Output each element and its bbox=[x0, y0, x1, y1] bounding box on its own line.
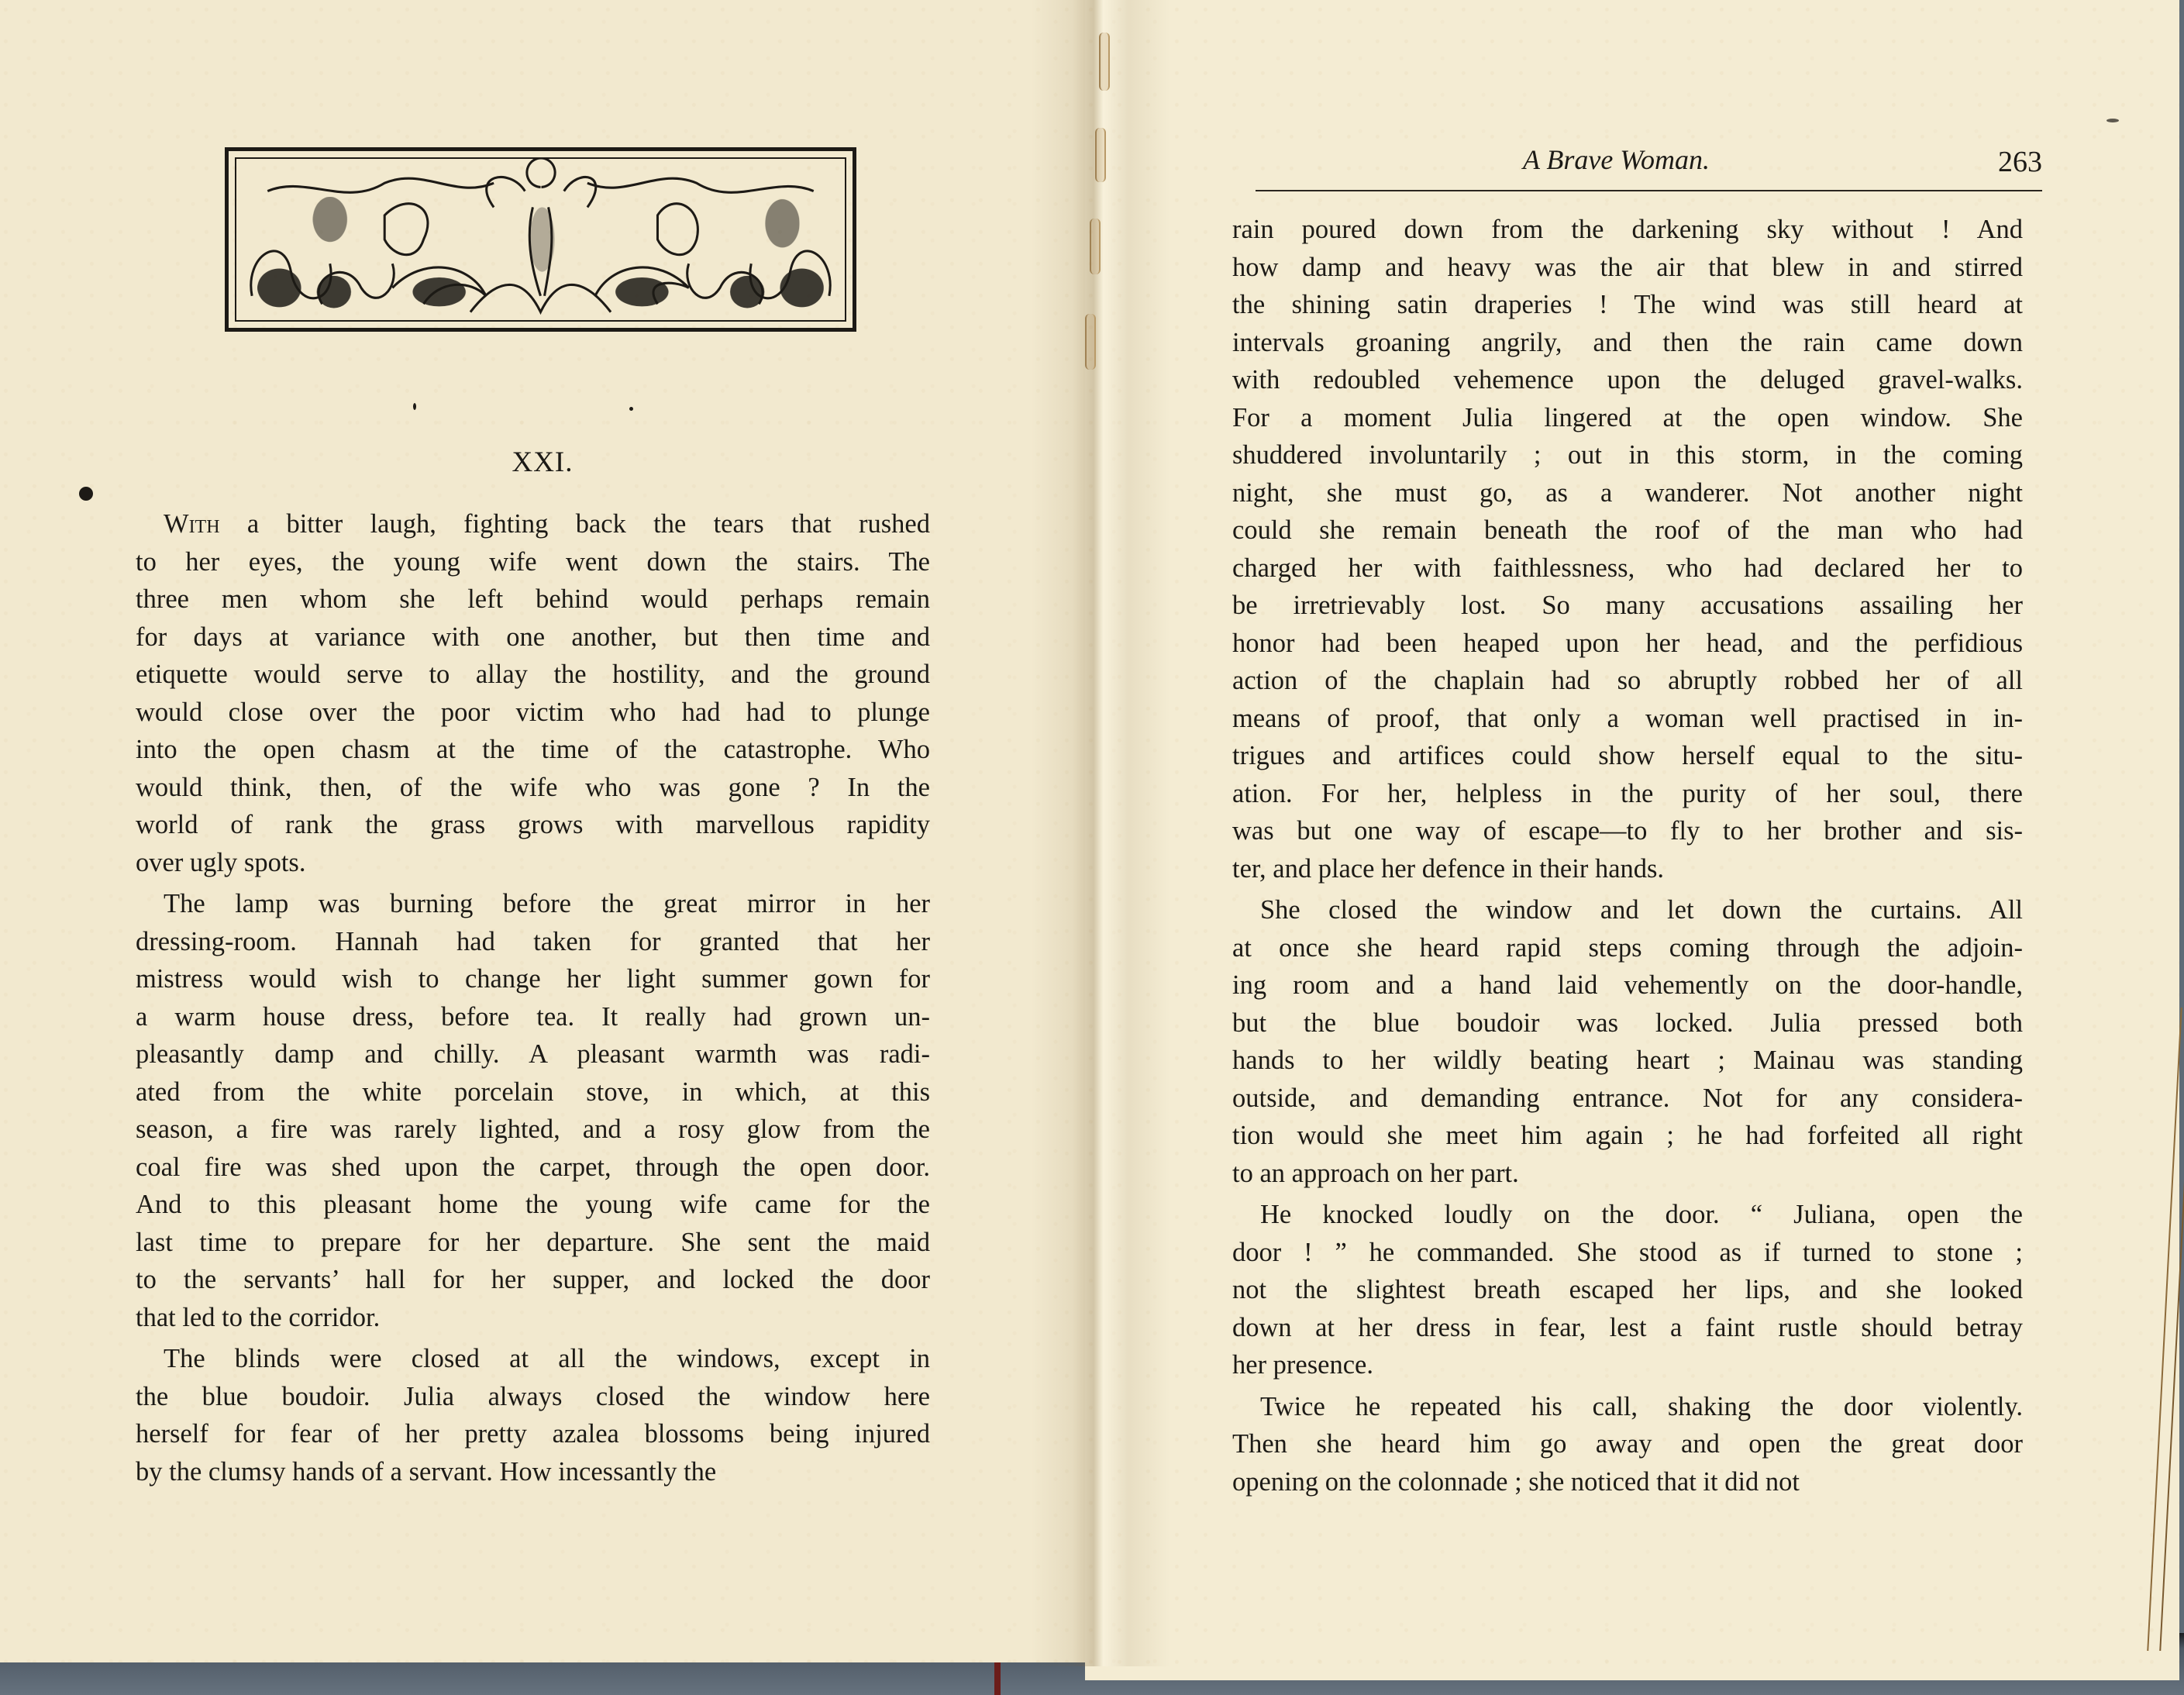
paragraph bbox=[1232, 891, 2023, 1192]
ink-speck bbox=[413, 403, 416, 410]
right-page-body-text bbox=[1232, 211, 2023, 1500]
text-line: The blinds were closed at all the windows, except in bbox=[164, 1344, 930, 1373]
text-line: world of rank the grass grows with marvellous rapidity bbox=[136, 810, 930, 839]
text-line: three men whom she left behind would perhaps remain bbox=[136, 584, 930, 614]
text-line: to an approach on her part. bbox=[1232, 1158, 1519, 1188]
text-line: how damp and heavy was the air that blew in and stirred bbox=[1232, 252, 2023, 282]
text-line: ing room and a hand laid vehemently on the door-handle, bbox=[1232, 970, 2023, 1000]
left-page-body-text bbox=[136, 505, 930, 1490]
text-line: was but one way of escape—to fly to her brother and sis- bbox=[1232, 816, 2023, 846]
binding-stitch bbox=[1095, 128, 1106, 182]
ornament-leaf-right bbox=[657, 204, 698, 255]
ink-speck bbox=[2106, 119, 2119, 122]
text-line: a warm house dress, before tea. It really had grown un- bbox=[136, 1001, 930, 1032]
text-line: He knocked loudly on the door. “ Juliana, open the bbox=[1260, 1200, 2023, 1229]
ornament-shell-mid-right bbox=[615, 277, 668, 306]
page-number: 263 bbox=[1998, 146, 2042, 178]
binding-stitch bbox=[1090, 219, 1101, 274]
text-line: by the clumsy hands of a servant. How incessantly the bbox=[136, 1456, 717, 1487]
text-line: rain poured down from the darkening sky without ! And bbox=[1232, 215, 2023, 244]
text-line: over ugly spots. bbox=[136, 847, 306, 877]
text-line: but the blue boudoir was locked. Julia pressed both bbox=[1232, 1008, 2023, 1038]
text-line: ated from the white porcelain stove, in which, at this bbox=[136, 1077, 930, 1107]
text-line: herself for fear of her pretty azalea blossoms being injured bbox=[136, 1419, 930, 1449]
ornament-acanthus bbox=[470, 284, 611, 312]
ornament-wing-right bbox=[564, 177, 596, 207]
text-line: charged her with faithlessness, who had declared her to bbox=[1232, 553, 2023, 583]
text-line: mistress would wish to change her light summer gown for bbox=[136, 964, 930, 994]
paragraph bbox=[136, 505, 930, 881]
running-title: A Brave Woman. bbox=[1523, 144, 1710, 175]
text-line: honor had been heaped upon her head, and the perfidious bbox=[1232, 628, 2023, 658]
ornament-shell-left-2 bbox=[317, 276, 351, 308]
text-line: night, she must go, as a wanderer. Not another night bbox=[1232, 477, 2023, 508]
binding-stitch bbox=[1085, 314, 1096, 370]
paragraph bbox=[136, 1340, 930, 1490]
text-line: Twice he repeated his call, shaking the door violently. bbox=[1260, 1391, 2023, 1421]
text-line: tion would she meet him again ; he had forfeited all right bbox=[1232, 1121, 2023, 1150]
ink-speck bbox=[629, 407, 633, 411]
ornament-figure-right bbox=[765, 199, 799, 247]
text-line: hands to her wildly beating heart ; Mainau was standing bbox=[1232, 1046, 2023, 1075]
text-line: down at her dress in fear, lest a faint rustle should betray bbox=[1232, 1312, 2023, 1342]
text-line: at once she heard rapid steps coming through the adjoin- bbox=[1232, 932, 2023, 963]
ornament-figure-left bbox=[313, 197, 347, 242]
ornament-vine-right bbox=[587, 178, 814, 192]
text-line: action of the chaplain had so abruptly robbed her of all bbox=[1232, 666, 2023, 695]
ornament-shell-mid-left bbox=[412, 277, 465, 306]
text-line: for days at variance with one another, but then time and bbox=[136, 622, 930, 652]
drop-word-smallcaps: With bbox=[164, 509, 220, 539]
text-line: intervals groaning angrily, and then the rain came down bbox=[1232, 327, 2023, 357]
ornament-illustration bbox=[236, 159, 845, 320]
paragraph bbox=[1232, 1196, 2023, 1384]
paragraph bbox=[1232, 211, 2023, 887]
text-line: ation. For her, helpless in the purity of her soul, there bbox=[1232, 778, 2023, 808]
text-line: into the open chasm at the time of the catastrophe. Who bbox=[136, 735, 930, 764]
chapter-headpiece-ornament bbox=[225, 147, 856, 332]
ornament-wing-left bbox=[487, 177, 525, 207]
text-line: would think, then, of the wife who was gone ? In the bbox=[136, 772, 930, 802]
ornament-vine-left bbox=[267, 178, 494, 192]
text-line: the shining satin draperies ! The wind was still heard at bbox=[1232, 290, 2023, 319]
text-line: dressing-room. Hannah had taken for granted that her bbox=[136, 926, 930, 956]
ornament-shell-right-2 bbox=[730, 276, 764, 308]
text-line: means of proof, that only a woman well practised in in- bbox=[1232, 703, 2023, 733]
running-head bbox=[1256, 137, 2042, 184]
text-line: her presence. bbox=[1232, 1350, 1373, 1380]
paragraph bbox=[1232, 1388, 2023, 1501]
text-line bbox=[136, 505, 930, 543]
text-line: She closed the window and let down the curtains. All bbox=[1260, 895, 2023, 925]
header-rule bbox=[1256, 190, 2042, 191]
text-line: season, a fire was rarely lighted, and a rosy glow from the bbox=[136, 1114, 930, 1144]
text-line: shuddered involuntarily ; out in this storm, in the coming bbox=[1232, 440, 2023, 470]
text-line: be irretrievably lost. So many accusations assailing her bbox=[1232, 591, 2023, 620]
ornament-cherub-body bbox=[529, 207, 554, 271]
ornament-shell-right bbox=[780, 268, 823, 307]
text-line: trigues and artifices could show herself equal to the situ- bbox=[1232, 741, 2023, 770]
text-line: coal fire was shed upon the carpet, through the open door. bbox=[136, 1152, 930, 1182]
paragraph bbox=[136, 885, 930, 1336]
text-line: with redoubled vehemence upon the deluged gravel-walks. bbox=[1232, 365, 2023, 394]
text-line: pleasantly damp and chilly. A pleasant warmth was radi- bbox=[136, 1039, 930, 1069]
text-line: etiquette would serve to allay the hostility, and the ground bbox=[136, 660, 930, 689]
ink-speck bbox=[79, 487, 93, 501]
text-line: to her eyes, the young wife went down the stairs. The bbox=[136, 546, 930, 577]
text-line: would close over the poor victim who had had to plunge bbox=[136, 697, 930, 727]
text-line: to the servants’ hall for her supper, and locked the door bbox=[136, 1265, 930, 1294]
text-line: outside, and demanding entrance. Not for any considera- bbox=[1232, 1083, 2023, 1113]
text-line: The lamp was burning before the great mirror in her bbox=[164, 889, 930, 918]
text-line: that led to the corridor. bbox=[136, 1302, 381, 1332]
text-line: ter, and place her defence in their hands. bbox=[1232, 853, 1665, 884]
binding-stitch bbox=[1099, 33, 1110, 91]
chapter-number: XXI. bbox=[512, 446, 574, 478]
line-text: a bitter laugh, fighting back the tears that rushed bbox=[219, 509, 930, 539]
text-line: not the slightest breath escaped her lips, and she looked bbox=[1232, 1275, 2023, 1304]
text-line: opening on the colonnade ; she noticed that it did not bbox=[1232, 1466, 1800, 1497]
text-line: Then she heard him go away and open the great door bbox=[1232, 1429, 2023, 1459]
text-line: the blue boudoir. Julia always closed the window here bbox=[136, 1381, 930, 1411]
text-line: last time to prepare for her departure. She sent the maid bbox=[136, 1227, 930, 1257]
ornament-leaf-left bbox=[384, 204, 428, 255]
text-line: And to this pleasant home the young wife came for the bbox=[136, 1190, 930, 1219]
text-line: could she remain beneath the roof of the man who had bbox=[1232, 515, 2023, 545]
text-line: For a moment Julia lingered at the open window. She bbox=[1232, 402, 2023, 432]
ornament-shell-left bbox=[257, 268, 301, 307]
text-line: door ! ” he commanded. She stood as if turned to stone ; bbox=[1232, 1237, 2023, 1267]
